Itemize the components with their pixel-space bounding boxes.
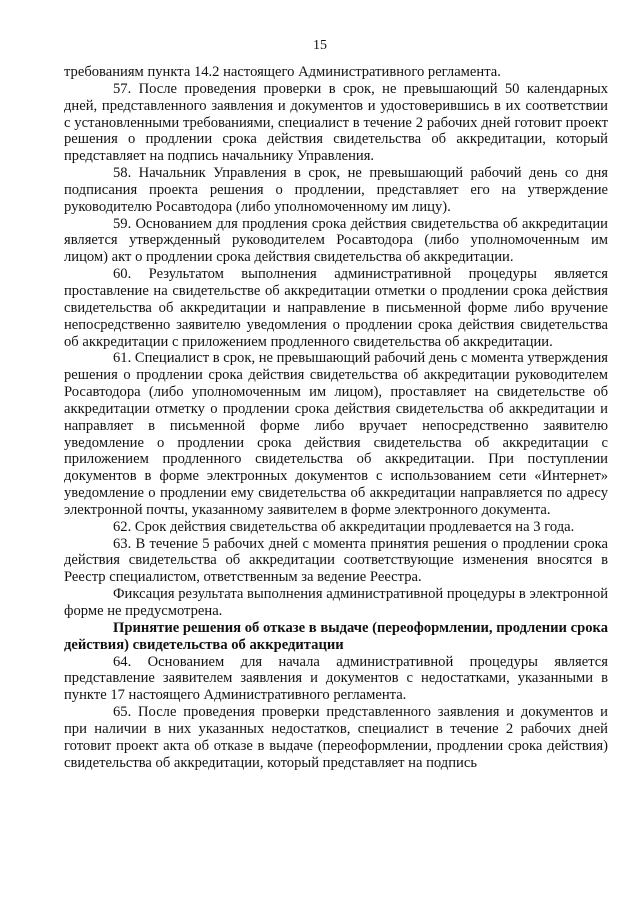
paragraph-61: 61. Специалист в срок, не превышающий рабочий день с момента утверждения решения о продлении срока действия свидетельства об аккредитации руководителем Росавтодора (либо уполномоченным им лицом), проставляет на свидетельстве об аккредитации отметку о продлении срока действия свидетельства об аккредитации и направляет в письменной форме либо вручает непосредственно заявителю уведомление о продлении срока действия свидетельства об аккредитации с приложением продленного свидетельства об аккредитации. При поступлении документов в форме электронных документов с использованием сети «Интернет» уведомление о продлении ему свидетельства об аккредитации направляется по адресу электронной почты, указанному заявителем в форме электронного документа.: [64, 350, 608, 518]
section-heading: Принятие решения об отказе в выдаче (переоформлении, продлении срока действия) свидетельства об аккредитации: [64, 619, 608, 653]
page-number: 15: [313, 38, 327, 53]
paragraph-57: 57. После проведения проверки в срок, не превышающий 50 календарных дней, представленного заявления и документов и удостоверившись в их соответствии с установленными требованиями, специалист в течение 2 рабочих дней готовит проект решения о продлении срока действия свидетельства об аккредитации, который представляет на подпись начальнику Управления.: [64, 80, 608, 165]
document-body: [64, 64, 608, 771]
paragraph-fixation: Фиксация результата выполнения административной процедуры в электронной форме не предусмотрена.: [64, 586, 608, 619]
paragraph-63: 63. В течение 5 рабочих дней с момента принятия решения о продлении срока действия свидетельства об аккредитации соответствующие изменения вносятся в Реестр специалистом, ответственным за ведение Реестра.: [64, 535, 608, 586]
paragraph-60: 60. Результатом выполнения административной процедуры является проставление на свидетельстве об аккредитации отметки о продлении срока действия свидетельства об аккредитации и направление в письменной форме либо вручение непосредственно заявителю уведомления о продлении срока действия свидетельства об аккредитации с приложением продленного свидетельства об аккредитации.: [64, 266, 608, 350]
paragraph-64: 64. Основанием для начала административной процедуры является представление заявителем заявления и документов с недостатками, указанными в пункте 17 настоящего Административного регламента.: [64, 653, 608, 704]
paragraph-65: 65. После проведения проверки представленного заявления и документов и при наличии в них указанных недостатков, специалист в течение 2 рабочих дней готовит проект акта об отказе в выдаче (переоформлении, продлении срока действия) свидетельства об аккредитации, который представляет на подпись: [64, 704, 608, 771]
paragraph-62: 62. Срок действия свидетельства об аккредитации продлевается на 3 года.: [113, 518, 575, 535]
paragraph-59: 59. Основанием для продления срока действия свидетельства об аккредитации является утвержденный руководителем Росавтодора (либо уполномоченным им лицом) акт о продлении срока действия свидетельства об аккредитации.: [64, 215, 608, 266]
paragraph-58: 58. Начальник Управления в срок, не превышающий рабочий день со дня подписания проекта решения о продлении, представляет его на утверждение руководителю Росавтодора (либо уполномоченному им лицу).: [64, 165, 608, 215]
paragraph-continuation: требованиям пункта 14.2 настоящего Административного регламента.: [64, 64, 501, 80]
